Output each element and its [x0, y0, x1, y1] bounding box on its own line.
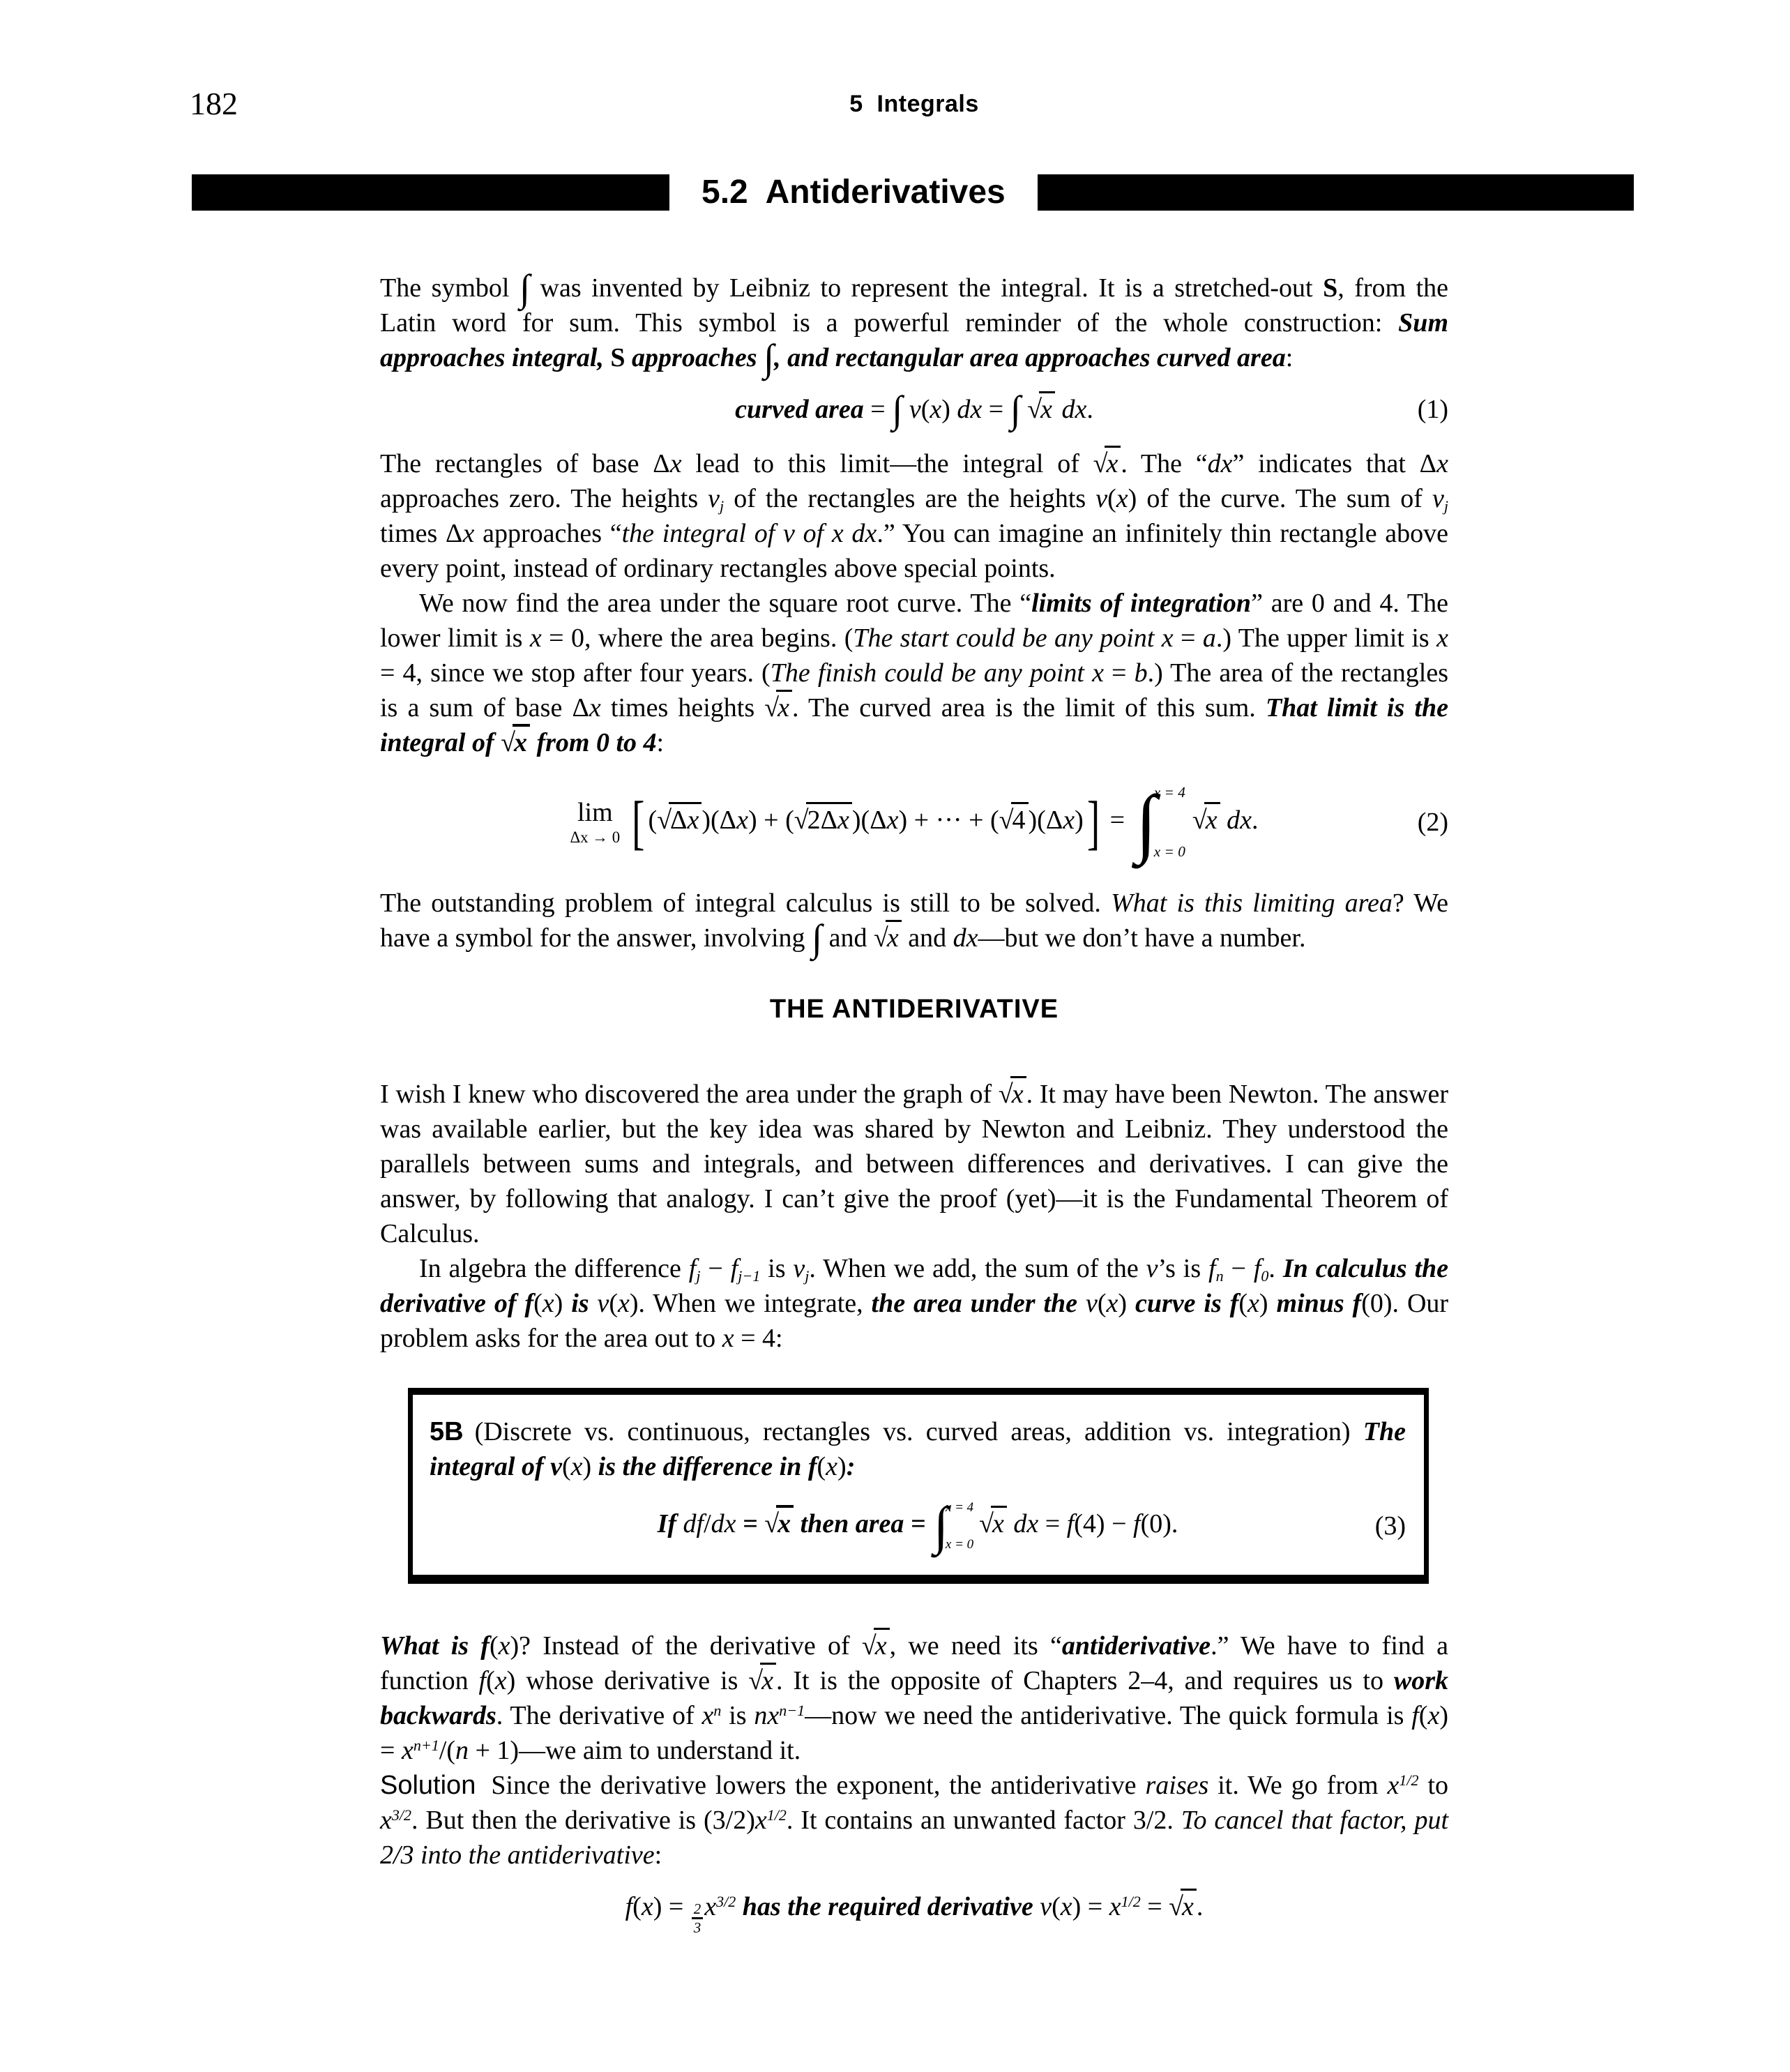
paragraph: I wish I knew who discovered the area under the graph of √x . It may have been Newton. The answer was available earlier, but the key idea was shared by Newton and Leibniz. They understood the parallels between sums and integrals, and between differences and derivatives. I can give the answer, by following that analogy. I can’t give the proof (yet)—it is the Fundamental Theorem of Calculus.	[380, 1077, 1448, 1251]
italic-text: x	[494, 1666, 507, 1696]
subscript: 0	[1261, 1267, 1269, 1285]
italic-text: f	[625, 1892, 633, 1922]
radical-sign: √	[998, 1080, 1013, 1110]
italic-text: x	[778, 693, 790, 723]
radicand	[1204, 802, 1220, 835]
sqrt-expression	[501, 728, 530, 757]
radicand	[1105, 446, 1121, 478]
radicand	[991, 1506, 1007, 1538]
lower-limit: x = 0	[1153, 842, 1185, 860]
bold-italic-text: is	[571, 1289, 598, 1319]
lower-limit: x = 0	[945, 1537, 974, 1552]
italic-text: x	[542, 1289, 554, 1319]
paragraph: The symbol ∫ was invented by Leibniz to represent the integral. It is a stretched-out S, from the Latin word for sum. This symbol is a powerful reminder of the whole construction: Sum approaches integral, S approaches ∫, and rectangular area approaches curved area:	[380, 266, 1448, 379]
denominator: 3	[693, 1919, 701, 1936]
big-bracket: ]	[1086, 789, 1100, 856]
italic-text: v	[1432, 484, 1444, 513]
italic-text: v	[793, 1254, 805, 1284]
radicand	[776, 690, 792, 723]
italic-text: x	[1060, 1892, 1072, 1922]
integral-sign: ∫	[1135, 780, 1157, 865]
italic-text: dx	[1207, 449, 1233, 478]
sqrt-expression	[1169, 1892, 1197, 1921]
italic-text: f	[1066, 1508, 1075, 1538]
sqrt-expression	[764, 1509, 794, 1538]
italic-text: x	[736, 805, 748, 835]
italic-text: x	[704, 1892, 717, 1922]
italic-text: To cancel that factor, put 2/3 into the antiderivative	[380, 1806, 1448, 1870]
italic-text: x	[1387, 1771, 1400, 1801]
italic-text: What is this limiting area	[1111, 888, 1393, 918]
paragraph: In algebra the difference fj − fj−1 is vj. When we add, the sum of the v’s is fn − f0. In calculus the derivative of f(x) is v(x). When we integrate, the area under the v(x) curve is f(x) minus f(0). Our problem asks for the area out to x = 4:	[380, 1254, 1449, 1354]
paragraph: Solution Since the derivative lowers the exponent, the antiderivative raises it. We go from $x^{1/2}$ to $x^{3/2}$. But then the derivative is $(3/2)x^{1/2}$. It contains an unwanted factor 3/2. To cancel that factor, put 2/3 into the antiderivative:	[380, 1771, 1448, 1870]
italic-text: x	[570, 1452, 583, 1482]
equation-body: If df/dx = √x then area = ∫ x = 4 x = 0 √x dx = f(4) − f(0).	[657, 1497, 1178, 1556]
italic-text: x	[1063, 805, 1075, 835]
italic-text: x	[529, 623, 542, 653]
superscript: 3/2	[716, 1893, 736, 1911]
sqrt-expression	[999, 806, 1029, 835]
bold-italic-text: curve is f	[1135, 1289, 1239, 1319]
radical-sign: √	[999, 805, 1014, 835]
bold-italic-text: is the difference in f	[598, 1452, 817, 1482]
bold-italic-text: from 0 to 4	[529, 728, 657, 757]
limit-condition: Δx → 0	[570, 828, 621, 846]
italic-text: x	[1011, 1080, 1024, 1110]
bold-italic-text: In calculus the derivative of f	[380, 1254, 1449, 1319]
radical-sign: √	[979, 1508, 994, 1538]
radicand	[1181, 1889, 1197, 1921]
box-paragraph: 5B (Discrete vs. continuous, rectangles vs. curved areas, addition vs. integration) The integral of v(x) is the difference in f(x):	[430, 1417, 1406, 1482]
section-title: 5.2 Antiderivatives	[701, 174, 1006, 211]
bold-italic-text: work backwards	[380, 1666, 1448, 1731]
italic-text: x	[1106, 1289, 1118, 1319]
italic-text: x	[992, 1508, 1004, 1538]
italic-text: x	[1436, 449, 1448, 478]
italic-text: v	[1085, 1289, 1098, 1319]
subscript: j	[696, 1267, 701, 1285]
italic-text: x	[462, 519, 475, 548]
italic-text: x	[837, 805, 849, 835]
section-header	[192, 174, 1634, 211]
integral-limits	[1154, 784, 1185, 861]
bold-italic-text: :	[846, 1452, 856, 1482]
integral-sign: ∫	[1010, 388, 1021, 431]
italic-text: the integral of v of x dx	[621, 519, 877, 548]
italic-text: b	[1134, 658, 1148, 688]
radical-sign: √	[873, 923, 888, 953]
italic-text: dx	[711, 1508, 736, 1538]
bold-italic-text: minus f	[1276, 1289, 1362, 1319]
display-equation	[380, 1889, 1448, 1936]
bold-italic-text: curved area	[735, 395, 864, 424]
sqrt-expression	[764, 693, 792, 723]
radical-sign: √	[794, 805, 809, 835]
sqrt-expression	[657, 806, 701, 835]
radical-sign: √	[764, 693, 780, 723]
sqrt-expression	[1093, 449, 1121, 478]
integral-sign: ∫	[892, 388, 903, 431]
key-idea-box	[408, 1388, 1429, 1584]
integral-sign: ∫	[764, 336, 775, 379]
bold-italic-text: , and rectangular area approaches curved area	[774, 343, 1286, 372]
subscript: j	[720, 497, 725, 515]
bold-italic-text: That limit is the integral of	[380, 693, 1448, 757]
italic-text: x	[498, 1631, 510, 1661]
fraction	[692, 1900, 703, 1936]
bold-italic-text: has the required derivative	[742, 1892, 1040, 1922]
italic-text: The start could be any point x	[853, 623, 1174, 653]
radical-sign: √	[1192, 805, 1207, 835]
radical-sign: √	[1027, 395, 1042, 424]
italic-text: dx	[957, 395, 983, 424]
italic-text: a	[1202, 623, 1216, 653]
italic-text: x	[874, 1631, 887, 1661]
italic-text: The finish could be any point x	[770, 658, 1104, 688]
integral-with-limits	[934, 1497, 974, 1556]
bold-italic-text: Sum approaches integral,	[380, 308, 1448, 372]
italic-text: dx	[1013, 1508, 1039, 1538]
italic-text: v	[909, 395, 921, 424]
sqrt-expression	[979, 1509, 1007, 1538]
italic-text: x	[722, 1324, 734, 1354]
subscript: n	[1215, 1267, 1224, 1285]
radicand	[1039, 391, 1055, 424]
superscript: 3/2	[391, 1806, 412, 1824]
sqrt-expression	[1192, 806, 1220, 835]
integral-with-limits	[1135, 780, 1185, 865]
bold-italic-text: What is f	[380, 1631, 490, 1661]
limit-word: lim	[577, 797, 613, 827]
radicand	[1010, 1076, 1026, 1109]
bold-italic-text: If	[657, 1508, 683, 1538]
sqrt-expression	[874, 923, 902, 953]
italic-text: f	[688, 1254, 697, 1284]
bold-sans-label: 5B	[430, 1417, 464, 1447]
bold-italic-text: the area under the	[871, 1289, 1086, 1319]
italic-text: x	[1247, 1289, 1259, 1319]
italic-text: x	[1205, 805, 1218, 835]
page-content	[380, 266, 1449, 1956]
italic-text: x	[1427, 1701, 1440, 1731]
subscript: j	[1443, 497, 1448, 515]
equation-body: f(x) = $\frac{2}{3}$ $x^{3/2}$ has the required derivative $v(x) = x^{1/2} = √x$ .	[625, 1892, 1204, 1921]
display-equation	[430, 1497, 1406, 1556]
italic-text: f	[478, 1666, 487, 1696]
subscript: j	[805, 1267, 810, 1285]
italic-text: dx	[1061, 395, 1087, 424]
decorative-bar-right	[1038, 174, 1634, 211]
italic-text: x	[1109, 1892, 1121, 1922]
italic-text: f	[1253, 1254, 1261, 1284]
big-bracket: [	[632, 789, 645, 856]
paragraph: What is f(x)? Instead of the derivative of √x , we need its “antiderivative.” We have to find a function f(x) whose derivative is √x . It is the opposite of Chapters 2–4, and requires us to work backwards. The derivative of $x^n$ is $nx^{n-1}—now$ we need the antiderivative. The quick formula is $f(x) = x^{n+1}/(n$ + 1)—we aim to understand it.	[380, 1628, 1448, 1768]
italic-text: f	[1208, 1254, 1216, 1284]
radical-sign: √	[657, 805, 672, 835]
italic-text: x	[761, 1666, 773, 1696]
italic-text: x	[1116, 484, 1128, 513]
equation-body: curved area = ∫ v(x) dx = ∫ √x dx.	[735, 388, 1093, 431]
radical-sign: √	[501, 728, 515, 757]
equation-body: lim Δx → 0 [ (√Δx )(Δx) + (√2Δx )(Δx) + ··· + (√4 )(Δx)] = ∫ x = 4 x = 0 √x dx.	[570, 780, 1259, 865]
bold-italic-text: =	[736, 1508, 765, 1538]
subheading: THE ANTIDERIVATIVE	[769, 995, 1059, 1024]
sqrt-expression	[1027, 395, 1055, 424]
italic-text: x	[1182, 1892, 1194, 1922]
radical-sign: √	[1093, 449, 1108, 478]
superscript: n−1	[779, 1702, 805, 1720]
numerator: 2	[692, 1900, 703, 1919]
radicand: Δx	[669, 802, 701, 835]
radical-sign: √	[861, 1631, 877, 1661]
integral-sign: ∫	[812, 916, 823, 960]
italic-text: v	[708, 484, 720, 513]
italic-text: dx	[1227, 805, 1252, 835]
italic-text: v	[1146, 1254, 1158, 1284]
italic-text: x	[754, 1806, 767, 1836]
radicand	[886, 920, 902, 953]
bold-text: S	[1323, 273, 1338, 303]
italic-text: f	[730, 1254, 738, 1284]
italic-text: nx	[754, 1701, 780, 1731]
radical-sign: √	[748, 1666, 764, 1696]
equation-number: (2)	[1417, 808, 1448, 838]
equation-number: (1)	[1417, 395, 1448, 424]
upper-limit: x = 4	[1153, 784, 1185, 801]
integral-sign: ∫	[934, 1497, 948, 1556]
italic-text: v	[1095, 484, 1108, 513]
italic-text: n	[455, 1736, 469, 1766]
upper-limit: x = 4	[945, 1500, 974, 1515]
radicand	[776, 1505, 794, 1538]
italic-text: x	[930, 395, 942, 424]
italic-text: x	[380, 1806, 392, 1836]
italic-text: x	[886, 805, 899, 835]
italic-text: x	[1436, 623, 1449, 653]
sans-label: Solution	[380, 1771, 476, 1801]
sqrt-expression	[794, 806, 852, 835]
italic-text: x	[1040, 395, 1053, 424]
radical-sign: √	[1169, 1892, 1184, 1922]
equation-number: (3)	[1374, 1511, 1406, 1541]
italic-text: x	[589, 693, 601, 723]
paragraph: The outstanding problem of integral calculus is still to be solved. What is this limiting area? We have a symbol for the answer, involving ∫ and √x and dx—but we don’t have a number.	[380, 888, 1448, 960]
integral-limits	[946, 1499, 973, 1552]
display-equation	[380, 388, 1448, 431]
italic-text: x	[401, 1736, 414, 1766]
radicand	[513, 724, 530, 757]
italic-text: x	[618, 1289, 630, 1319]
bold-text: S	[610, 343, 625, 372]
italic-text: df	[683, 1508, 704, 1538]
radicand	[760, 1663, 776, 1695]
limit-operator	[570, 799, 621, 846]
italic-text: f	[1411, 1701, 1419, 1731]
running-head: 5 Integrals	[849, 91, 979, 117]
subscript: j−1	[738, 1267, 761, 1285]
bold-italic-text: antiderivative	[1061, 1631, 1211, 1661]
italic-text: f	[1133, 1508, 1141, 1538]
bold-italic-text: x	[778, 1508, 791, 1538]
italic-text: x	[1106, 449, 1118, 478]
integral-sign: ∫	[519, 266, 531, 310]
italic-text: x	[826, 1452, 838, 1482]
italic-text: x	[641, 1892, 653, 1922]
radical-sign: √	[764, 1508, 780, 1538]
sqrt-expression	[999, 1080, 1026, 1109]
italic-text: x	[687, 805, 699, 835]
superscript: 1/2	[1399, 1771, 1419, 1790]
radicand	[874, 1628, 890, 1661]
display-equation	[380, 780, 1448, 865]
radicand: 4	[1011, 802, 1029, 835]
superscript: 1/2	[1121, 1893, 1141, 1911]
superscript: n+1	[413, 1737, 439, 1755]
page-number: 182	[190, 86, 238, 121]
italic-text: v	[1040, 1892, 1052, 1922]
italic-text: v	[597, 1289, 609, 1319]
bold-italic-text: approaches	[625, 343, 764, 372]
italic-text: dx	[953, 923, 978, 953]
decorative-bar-left	[192, 174, 669, 211]
radicand: 2Δx	[806, 802, 852, 835]
bold-italic-text: then area =	[794, 1508, 933, 1538]
sqrt-expression	[748, 1666, 776, 1695]
bold-italic-text: limits of integration	[1031, 589, 1252, 618]
italic-text: x	[701, 1701, 714, 1731]
superscript: 1/2	[766, 1806, 787, 1824]
italic-text: raises	[1145, 1771, 1209, 1801]
paragraph: The rectangles of base Δx lead to this limit—the integral of √x . The “dx” indicates that Δx approaches zero. The heights vj of the rectangles are the heights v(x) of the curve. The sum of vj times Δx approaches “the integral of v of x dx.” You can imagine an infinitely thin rectangle above every point, instead of ordinary rectangles above special points.	[380, 446, 1448, 586]
italic-text: x	[886, 923, 899, 953]
bold-italic-text: x	[513, 728, 527, 757]
bold-italic-text: The integral of v	[430, 1417, 1406, 1482]
superscript: n	[713, 1702, 722, 1720]
italic-text: x	[669, 449, 682, 478]
paragraph: We now find the area under the square root curve. The “limits of integration” are 0 and 4. The lower limit is x = 0, where the area begins. (The start could be any point x = a.) The upper limit is x = 4, since we stop after four years. (The finish could be any point x = b.) The area of the rectangles is a sum of base Δx times heights √x . The curved area is the limit of this sum. That limit is the integral of √x from 0 to 4:	[380, 589, 1449, 757]
sqrt-expression	[862, 1631, 890, 1661]
